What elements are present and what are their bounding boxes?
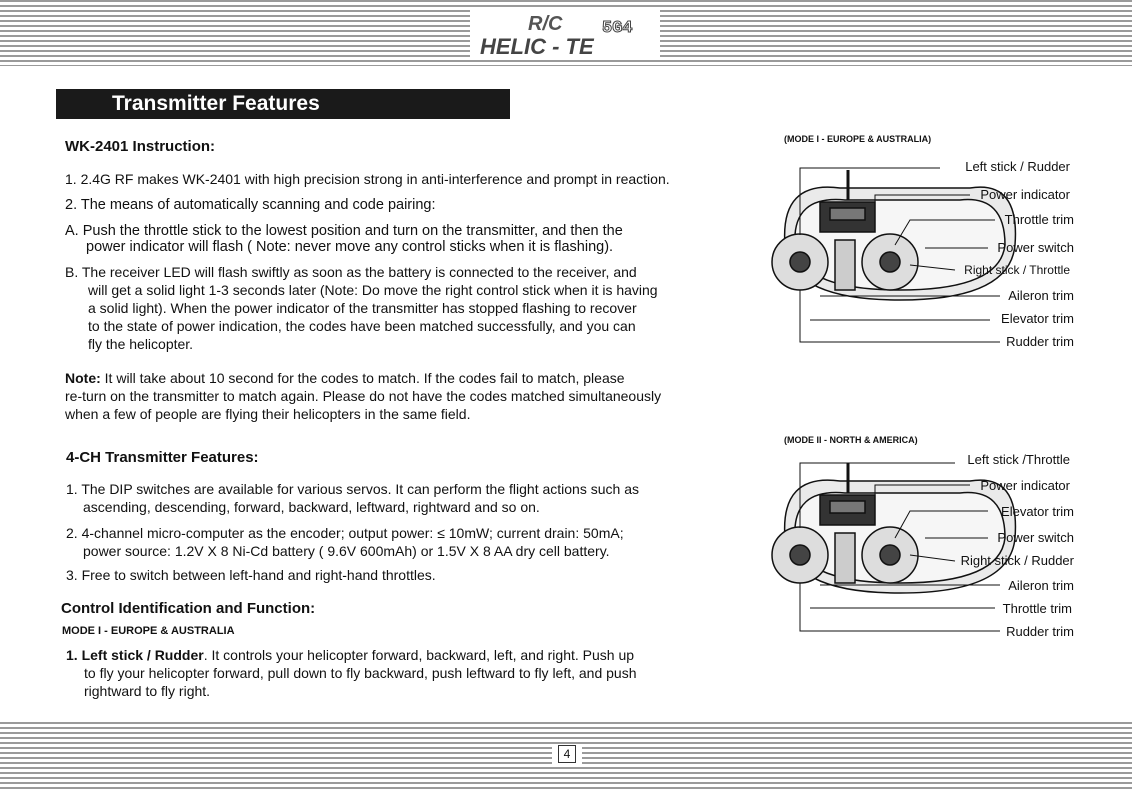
wk-paragraph-b-1: B. The receiver LED will flash swiftly as soon as the battery is connected to the receiver, and	[65, 264, 637, 280]
control-item-2: to fly your helicopter forward, pull down to fly backward, push leftward to fly left, and push	[84, 665, 637, 681]
control-mode: MODE I - EUROPE & AUSTRALIA	[62, 625, 235, 637]
control-item-3: rightward to fly right.	[84, 683, 211, 699]
transmitter-illustration	[772, 170, 1015, 300]
svg-text:5G4: 5G4	[602, 19, 633, 38]
diagram1-label-throttle-trim: Throttle trim	[1004, 212, 1074, 227]
wk-note-1: Note: It will take about 10 second for the codes to match. If the codes fail to match, please	[65, 370, 625, 386]
wk-heading: WK-2401 Instruction:	[65, 138, 216, 155]
transmitter-diagram-mode1	[760, 150, 1080, 370]
wk-paragraph-b-4: to the state of power indication, the codes have been matched successfully, and you can	[88, 318, 636, 334]
diagram1-mode: (MODE I - EUROPE & AUSTRALIA)	[784, 134, 932, 144]
diagram2-label-rudder-trim: Rudder trim	[1006, 624, 1074, 639]
diagram1-label-right-stick: Right stick / Throttle	[964, 263, 1070, 277]
page-number: 4	[558, 745, 576, 763]
wk-note-2: re-turn on the transmitter to match again. Please do not have the codes matched simultaneously	[65, 388, 662, 404]
diagram2-label-left-stick: Left stick /Throttle	[967, 452, 1070, 467]
diagram2-mode: (MODE II - NORTH & AMERICA)	[784, 435, 918, 445]
brand-logo	[470, 8, 660, 60]
wk-paragraph-1: 1. 2.4G RF makes WK-2401 with high precision strong in anti-interference and prompt in reaction.	[65, 171, 670, 187]
diagram2-label-elevator-trim: Elevator trim	[1001, 504, 1074, 519]
ch-heading: 4-CH Transmitter Features:	[66, 449, 259, 466]
diagram2-label-right-stick: Right stick / Rudder	[960, 553, 1074, 568]
left-stick-label: 1. Left stick / Rudder	[66, 647, 204, 663]
diagram1-label-elevator-trim: Elevator trim	[1001, 311, 1074, 326]
control-item-1: 1. Left stick / Rudder. It controls your helicopter forward, backward, left, and right. Push up	[66, 647, 635, 663]
diagram2-label-power-switch: Power switch	[997, 530, 1074, 545]
wk-paragraph-a-2: power indicator will flash ( Note: never move any control sticks when it is flashing).	[86, 239, 614, 255]
ch-paragraph-1-1: 1. The DIP switches are available for various servos. It can perform the flight actions such as	[66, 481, 639, 497]
diagram1-label-power-indicator: Power indicator	[980, 187, 1070, 202]
wk-paragraph-b-3: a solid light). When the power indicator of the transmitter has stopped flashing to recover	[88, 300, 637, 316]
wk-paragraph-2: 2. The means of automatically scanning and code pairing:	[65, 197, 436, 213]
wk-paragraph-a-1: A. Push the throttle stick to the lowest position and turn on the transmitter, and then the	[65, 223, 623, 239]
transmitter-illustration-2	[772, 463, 1015, 593]
wk-note-3: when a few of people are flying their helicopters in the same field.	[65, 406, 471, 422]
diagram1-label-aileron-trim: Aileron trim	[1008, 288, 1074, 303]
transmitter-diagram-mode2	[760, 443, 1080, 663]
section-title-bar	[56, 89, 510, 119]
diagram1-label-rudder-trim: Rudder trim	[1006, 334, 1074, 349]
ch-paragraph-2-1: 2. 4-channel micro-computer as the encoder; output power: ≤ 10mW; current drain: 50mA;	[66, 525, 624, 541]
svg-text:HELIC - TE: HELIC - TE	[480, 34, 594, 59]
diagram2-label-aileron-trim: Aileron trim	[1008, 578, 1074, 593]
wk-paragraph-b-5: fly the helicopter.	[88, 336, 194, 352]
ch-paragraph-2-2: power source: 1.2V X 8 Ni-Cd battery ( 9.6V 600mAh) or 1.5V X 8 AA dry cell battery.	[83, 543, 610, 559]
diagram2-label-power-indicator: Power indicator	[980, 478, 1070, 493]
control-heading: Control Identification and Function:	[61, 600, 316, 617]
diagram1-label-power-switch: Power switch	[997, 240, 1074, 255]
ch-paragraph-1-2: ascending, descending, forward, backward, leftward, rightward and so on.	[83, 499, 540, 515]
wk-paragraph-b-2: will get a solid light 1-3 seconds later (Note: Do move the right control stick when it is having	[88, 282, 658, 298]
page-title: Transmitter Features	[112, 92, 320, 115]
svg-text:R/C: R/C	[528, 13, 563, 35]
diagram2-label-throttle-trim: Throttle trim	[1002, 601, 1072, 616]
page-number-box	[552, 744, 582, 764]
note-label: Note:	[65, 370, 101, 386]
diagram1-label-left-stick: Left stick / Rudder	[965, 159, 1070, 174]
ch-paragraph-3: 3. Free to switch between left-hand and right-hand throttles.	[66, 567, 436, 583]
